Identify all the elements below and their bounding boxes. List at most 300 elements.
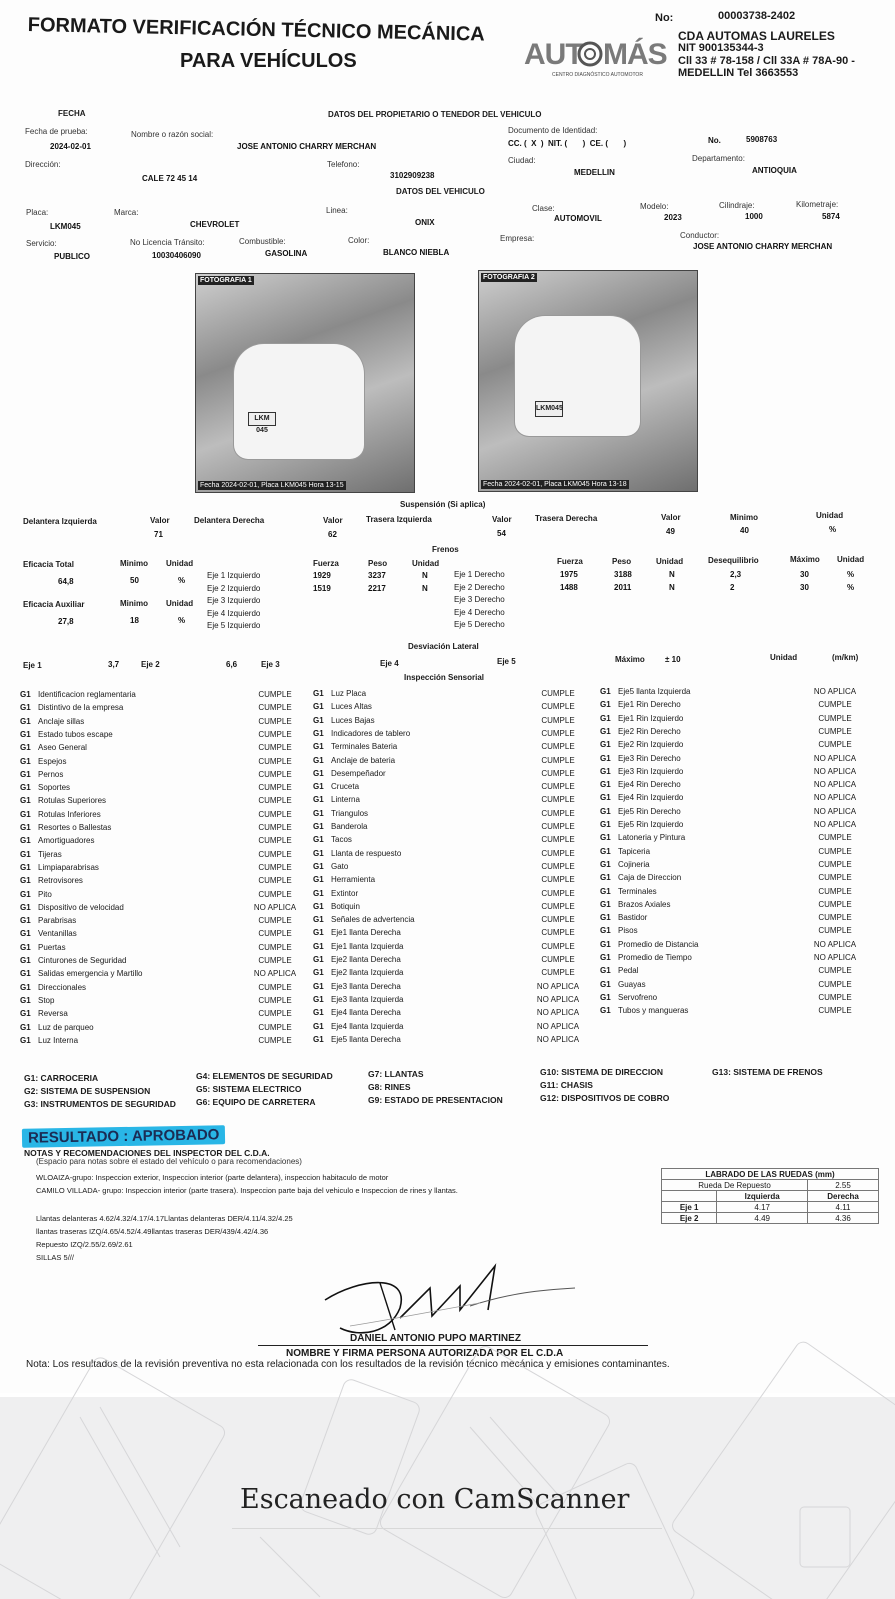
owner-section-heading: DATOS DEL PROPIETARIO O TENEDOR DEL VEHICULO: [328, 110, 542, 119]
company-address: Cll 33 # 78-158 / Cll 33A # 78A-90 -: [678, 55, 855, 67]
vehicle-photo-rear: [478, 270, 698, 492]
unidad-value: %: [829, 525, 837, 534]
group-code: G1: [313, 848, 324, 858]
item-name: Reversa: [38, 1009, 68, 1019]
group-code: G1: [313, 795, 324, 805]
unidad-label: Unidad: [166, 559, 194, 568]
col-right-header: Derecha: [808, 1191, 879, 1202]
combustible-label: Combustible:: [239, 237, 286, 246]
placa-label: Placa:: [26, 208, 49, 217]
axle-peso: 2217: [368, 583, 386, 593]
spare-value: 2.55: [808, 1180, 879, 1191]
item-result: NO APLICA: [813, 939, 857, 949]
group-code: G1: [313, 782, 324, 792]
sensorial-item: [600, 791, 683, 804]
item-name: Terminales: [618, 886, 657, 896]
item-result: CUMPLE: [818, 713, 852, 723]
automas-logo: [524, 36, 667, 82]
item-name: Retrovisores: [38, 876, 83, 886]
axle-name: Eje 1 Izquierdo: [207, 571, 261, 580]
desv-eje1-value: 3,7: [108, 660, 120, 669]
photo-plate: LKM045: [535, 401, 563, 417]
sensorial-item: [313, 727, 410, 740]
sensorial-item: [20, 994, 54, 1007]
item-name: Direccionales: [38, 982, 87, 992]
linea-label: Linea:: [326, 206, 348, 215]
group-code: G1: [313, 728, 324, 738]
sensorial-item: [313, 793, 360, 806]
item-name: Triangulos: [331, 808, 369, 818]
item-name: Luz de parqueo: [38, 1022, 94, 1032]
fecha-prueba-value: 2024-02-01: [50, 142, 91, 151]
svg-text:MÁS: MÁS: [603, 38, 667, 71]
item-name: Eje3 Rin Derecho: [618, 753, 681, 763]
item-result: CUMPLE: [541, 901, 575, 911]
kilometraje-label: Kilometraje:: [796, 200, 839, 209]
note-line: CAMILO VILLADA- grupo: Inspeccion interior (parte trasera). Inspeccion parte baja del vehiculo e Inspeccion de rines y llantas.: [36, 1186, 458, 1195]
item-result: CUMPLE: [818, 700, 852, 710]
sensorial-item: [20, 914, 76, 927]
maximo-label: Máximo: [790, 555, 820, 564]
item-name: Desempeñador: [331, 768, 386, 778]
item-result: CUMPLE: [541, 702, 575, 712]
item-name: Eje4 Rin Derecho: [618, 780, 681, 790]
desv-eje4-label: Eje 4: [380, 659, 399, 668]
item-result: CUMPLE: [258, 729, 292, 739]
del-izq-value: 71: [154, 530, 163, 539]
item-name: Luces Altas: [331, 702, 372, 712]
desv-unidad-value: (m/km): [832, 653, 859, 662]
axle-peso: 3188: [614, 570, 632, 579]
doc-number-label: No:: [655, 12, 674, 24]
item-result: CUMPLE: [258, 823, 292, 832]
empty-cell: [662, 1191, 717, 1202]
legend-item: G10: SISTEMA DE DIRECCION: [540, 1067, 663, 1077]
group-code: G1: [600, 806, 611, 816]
sensorial-item: [313, 966, 404, 979]
item-name: Eje4 llanta Derecha: [331, 1008, 401, 1018]
item-result: CUMPLE: [541, 968, 575, 978]
item-result: CUMPLE: [258, 862, 292, 872]
item-result: CUMPLE: [541, 742, 575, 752]
group-code: G1: [20, 1009, 31, 1019]
item-name: Cinturones de Seguridad: [38, 956, 127, 965]
eficacia-aux-min: 18: [130, 616, 139, 625]
item-name: Banderola: [331, 822, 368, 831]
company-city-phone: MEDELLIN Tel 3663553: [678, 67, 799, 79]
sensorial-item: [20, 861, 99, 874]
group-code: G1: [20, 783, 31, 793]
sensorial-item: [313, 767, 386, 780]
sensorial-item: [600, 885, 657, 898]
item-result: CUMPLE: [541, 782, 575, 792]
group-code: G1: [600, 979, 611, 989]
vehicle-section-heading: DATOS DEL VEHICULO: [396, 187, 485, 196]
telefono-value: 3102909238: [390, 171, 435, 180]
axle-fuerza: 1488: [560, 582, 578, 592]
sensorial-item: [600, 818, 683, 831]
item-name: Gato: [331, 861, 349, 871]
photo-tag: FOTOGRAFIA 2: [483, 274, 535, 281]
item-result: CUMPLE: [258, 1022, 292, 1032]
sensorial-item: [600, 698, 681, 711]
item-result: CUMPLE: [258, 769, 292, 779]
item-result: CUMPLE: [541, 689, 575, 698]
group-code: G1: [20, 796, 31, 806]
photo-caption: Fecha 2024-02-01, Placa LKM045 Hora 13-18: [483, 481, 627, 488]
item-result: CUMPLE: [258, 849, 292, 859]
document-subtitle: PARA VEHÍCULOS: [180, 50, 357, 72]
sensorial-item: [600, 725, 681, 738]
item-name: Limpiaparabrisas: [38, 862, 99, 872]
item-name: Cojineria: [618, 859, 650, 869]
tras-izq-value: 54: [497, 529, 506, 538]
item-result: CUMPLE: [258, 1035, 292, 1045]
legend-item: G11: CHASIS: [540, 1080, 593, 1090]
sensorial-item: [313, 754, 395, 767]
desv-eje2-value: 6,6: [226, 660, 238, 669]
sensorial-item: [313, 780, 359, 793]
minimo-label: Minimo: [120, 559, 148, 568]
group-code: G1: [20, 729, 31, 739]
group-code: G1: [600, 873, 611, 883]
item-result: CUMPLE: [258, 783, 292, 793]
axle-name: Eje 3 Izquierdo: [207, 596, 261, 605]
clase-label: Clase:: [532, 204, 555, 213]
group-code: G1: [600, 926, 611, 936]
tread-right: 4.36: [808, 1213, 879, 1224]
item-result: CUMPLE: [541, 861, 575, 871]
item-name: Puertas: [38, 942, 66, 952]
item-name: Eje3 Rin Izquierdo: [618, 766, 684, 776]
item-result: CUMPLE: [258, 743, 292, 753]
axle-maximo: 30: [800, 582, 809, 592]
sensorial-item: [20, 1021, 94, 1034]
documento-label: Documento de Identidad:: [508, 126, 598, 135]
marca-label: Marca:: [114, 208, 139, 217]
valor-label: Valor: [492, 515, 512, 524]
axle-name: Eje 1 Derecho: [454, 570, 505, 579]
minimo-label: Minimo: [730, 513, 758, 522]
eficacia-aux-label: Eficacia Auxiliar: [23, 600, 85, 609]
item-name: Stop: [38, 995, 55, 1005]
frenos-heading: Frenos: [432, 545, 459, 554]
ciudad-value: MEDELLIN: [574, 168, 615, 177]
sensorial-item: [20, 834, 94, 847]
sensorial-item: [20, 741, 87, 754]
sensorial-item: [600, 805, 681, 818]
unidad-label: Unidad: [837, 555, 865, 564]
sensorial-item: [20, 954, 127, 967]
legend-item: G7: LLANTAS: [368, 1069, 424, 1079]
group-code: G1: [600, 859, 611, 869]
group-code: G1: [600, 966, 611, 976]
item-result: CUMPLE: [541, 835, 575, 845]
item-name: Pito: [38, 889, 52, 899]
group-code: G1: [313, 689, 324, 698]
sensorial-item: [20, 768, 63, 781]
group-code: G1: [600, 913, 611, 923]
item-result: NO APLICA: [813, 687, 857, 696]
tread-right: 4.11: [808, 1202, 879, 1213]
desv-unidad-label: Unidad: [770, 653, 798, 662]
item-name: Botiquin: [331, 901, 360, 911]
group-code: G1: [20, 849, 31, 859]
item-name: Linterna: [331, 795, 360, 805]
minimo-value: 40: [740, 526, 749, 535]
item-result: CUMPLE: [541, 848, 575, 858]
item-result: CUMPLE: [258, 876, 292, 886]
axle-unidad: N: [422, 571, 428, 580]
sensorial-item: [20, 794, 106, 807]
item-name: Salidas emergencia y Martillo: [38, 969, 143, 979]
item-name: Pisos: [618, 926, 638, 936]
sensorial-item: [313, 980, 401, 993]
group-code: G1: [20, 942, 31, 952]
tire-tread-table: [661, 1168, 879, 1224]
eficacia-total-min: 50: [130, 576, 139, 585]
item-result: CUMPLE: [258, 690, 292, 699]
item-name: Pernos: [38, 769, 64, 779]
linea-value: ONIX: [415, 218, 435, 227]
group-code: G1: [313, 822, 324, 831]
logo-subtext: CENTRO DIAGNÓSTICO AUTOMOTOR: [552, 72, 643, 78]
documento-tipo: CC. ( X ) NIT. ( ) CE. ( ): [508, 139, 627, 148]
group-code: G1: [20, 862, 31, 872]
item-name: Extintor: [331, 888, 359, 898]
peso-label: Peso: [612, 557, 632, 566]
axle-name: Eje 3 Derecho: [454, 595, 505, 604]
item-name: Rotulas Inferiores: [38, 809, 101, 819]
item-name: Rotulas Superiores: [38, 796, 107, 806]
item-result: CUMPLE: [258, 756, 292, 766]
departamento-label: Departamento:: [692, 154, 745, 163]
item-name: Estado tubos escape: [38, 729, 113, 739]
group-code: G1: [600, 687, 611, 696]
group-code: G1: [20, 809, 31, 819]
item-name: Eje5 llanta Izquierda: [618, 687, 691, 696]
axle-desequilibrio: 2,3: [730, 570, 742, 579]
sensorial-item: [600, 831, 685, 844]
signature-graphic: [320, 1248, 590, 1338]
sensorial-item: [20, 888, 52, 901]
item-result: CUMPLE: [258, 796, 292, 806]
item-result: CUMPLE: [258, 836, 292, 846]
telefono-label: Telefono:: [327, 160, 360, 169]
legend-item: G2: SISTEMA DE SUSPENSION: [24, 1086, 151, 1096]
group-code: G1: [20, 703, 31, 713]
group-code: G1: [600, 1006, 611, 1016]
group-code: G1: [313, 928, 324, 938]
group-code: G1: [20, 1035, 31, 1045]
sensorial-item: [600, 978, 646, 991]
item-result: CUMPLE: [541, 768, 575, 778]
group-code: G1: [600, 833, 611, 843]
color-value: BLANCO NIEBLA: [383, 248, 450, 257]
sensorial-item: [600, 685, 691, 698]
item-name: Amortiguadores: [38, 836, 95, 846]
item-name: Eje5 llanta Derecha: [331, 1034, 401, 1044]
item-result: CUMPLE: [541, 888, 575, 898]
item-name: Pedal: [618, 966, 639, 976]
axle-name: Eje 4 Derecho: [454, 607, 505, 617]
item-result: CUMPLE: [541, 822, 575, 831]
valor-label: Valor: [323, 516, 343, 525]
item-name: Latoneria y Pintura: [618, 833, 686, 843]
fecha-prueba-label: Fecha de prueba:: [25, 127, 88, 136]
axle-fuerza: 1929: [313, 571, 331, 580]
item-name: Luz Interna: [38, 1035, 79, 1045]
sensorial-item: [600, 712, 683, 725]
sensorial-item: [313, 1033, 401, 1046]
axle-maximo: 30: [800, 570, 809, 579]
sensorial-item: [313, 926, 401, 939]
group-code: G1: [600, 700, 611, 710]
empresa-label: Empresa:: [500, 234, 535, 243]
sensorial-item: [20, 941, 66, 954]
sensorial-item: [313, 820, 367, 833]
minimo-label: Minimo: [120, 599, 148, 608]
valor-label: Valor: [661, 513, 681, 522]
item-name: Guayas: [618, 979, 646, 989]
signature-caption: NOMBRE Y FIRMA PERSONA AUTORIZADA POR EL C.D.A: [286, 1348, 564, 1359]
item-name: Promedio de Distancia: [618, 939, 699, 949]
sensorial-item: [600, 938, 698, 951]
item-name: Cruceta: [331, 782, 360, 792]
conductor-value: JOSE ANTONIO CHARRY MERCHAN: [693, 242, 833, 251]
sensorial-item: [20, 1034, 78, 1047]
item-result: NO APLICA: [813, 806, 857, 816]
group-code: G1: [600, 793, 611, 803]
group-code: G1: [600, 992, 611, 1002]
item-result: CUMPLE: [541, 915, 575, 925]
del-der-label: Delantera Derecha: [194, 516, 265, 525]
group-code: G1: [600, 820, 611, 829]
group-code: G1: [313, 702, 324, 712]
item-result: NO APLICA: [813, 793, 857, 803]
item-name: Distintivo de la empresa: [38, 703, 124, 713]
item-result: CUMPLE: [258, 1009, 292, 1019]
col-left-header: Izquierda: [717, 1191, 808, 1202]
unidad-label: Unidad: [166, 599, 194, 608]
group-code: G1: [20, 876, 31, 886]
sensorial-item: [600, 858, 650, 871]
item-result: CUMPLE: [818, 926, 852, 936]
notes-subheading: (Espacio para notas sobre el estado del vehículo o para recomendaciones): [36, 1157, 302, 1166]
item-result: CUMPLE: [818, 846, 852, 856]
sensorial-item: [600, 964, 638, 977]
sensorial-item: [600, 911, 647, 924]
item-result: NO APLICA: [536, 994, 580, 1004]
item-result: NO APLICA: [536, 1008, 580, 1018]
item-result: NO APLICA: [813, 766, 857, 776]
sensorial-item: [20, 981, 86, 994]
sensorial-item: [313, 700, 372, 713]
desv-eje1-label: Eje 1: [23, 661, 42, 670]
item-name: Luz Placa: [331, 689, 367, 698]
item-result: CUMPLE: [541, 715, 575, 725]
modelo-value: 2023: [664, 213, 682, 222]
group-code: G1: [20, 716, 31, 726]
group-code: G1: [20, 690, 31, 699]
doc-number: 00003738-2402: [718, 10, 796, 22]
desv-eje5-label: Eje 5: [497, 657, 516, 666]
group-code: G1: [600, 886, 611, 896]
item-result: CUMPLE: [258, 929, 292, 939]
item-result: CUMPLE: [541, 955, 575, 964]
cilindraje-value: 1000: [745, 212, 763, 221]
axle-name: Eje 5 Izquierdo: [207, 621, 261, 630]
sensorial-item: [20, 781, 70, 794]
item-result: CUMPLE: [258, 716, 292, 726]
sensorial-item: [313, 807, 368, 820]
item-name: Caja de Direccion: [618, 873, 682, 883]
group-code: G1: [313, 742, 324, 752]
item-name: Bastidor: [618, 913, 648, 923]
group-code: G1: [20, 836, 31, 846]
item-result: NO APLICA: [813, 753, 857, 763]
item-result: CUMPLE: [818, 979, 852, 989]
sensorial-item: [600, 924, 638, 937]
item-name: Tubos y mangueras: [618, 1006, 689, 1016]
spare-label: Rueda De Repuesto: [662, 1180, 808, 1191]
marca-value: CHEVROLET: [190, 220, 240, 229]
desv-maximo-label: Máximo: [615, 655, 645, 664]
group-code: G1: [313, 981, 324, 991]
item-name: Parabrisas: [38, 916, 77, 926]
desv-eje3-label: Eje 3: [261, 660, 280, 669]
axle-name: Eje 5 Derecho: [454, 620, 505, 629]
sensorial-item: [600, 1004, 688, 1017]
item-result: CUMPLE: [541, 808, 575, 818]
item-name: Indicadores de tablero: [331, 728, 411, 738]
item-result: CUMPLE: [818, 992, 852, 1002]
company-name: CDA AUTOMAS LAURELES: [678, 29, 835, 43]
item-result: NO APLICA: [813, 820, 857, 829]
eficacia-total-value: 64,8: [58, 577, 74, 586]
group-code: G1: [313, 808, 324, 818]
del-izq-label: Delantera Izquierda: [23, 517, 97, 526]
ciudad-label: Ciudad:: [508, 156, 536, 165]
notes-heading: NOTAS Y RECOMENDACIONES DEL INSPECTOR DEL C.D.A.: [24, 1148, 270, 1158]
item-result: NO APLICA: [253, 902, 297, 912]
tras-der-label: Trasera Derecha: [535, 514, 598, 523]
item-result: CUMPLE: [818, 966, 852, 976]
departamento-value: ANTIOQUIA: [752, 166, 797, 175]
group-code: G1: [600, 726, 611, 736]
group-code: G1: [313, 994, 324, 1004]
item-name: Eje3 llanta Derecha: [331, 981, 401, 991]
direccion-value: CALE 72 45 14: [142, 174, 198, 183]
item-result: CUMPLE: [258, 995, 292, 1005]
group-code: G1: [20, 823, 31, 832]
item-name: Servofreno: [618, 992, 658, 1002]
item-result: CUMPLE: [258, 809, 292, 819]
sensorial-item: [313, 953, 401, 966]
group-code: G1: [313, 1008, 324, 1018]
licencia-label: No Licencia Tránsito:: [130, 238, 205, 247]
item-result: CUMPLE: [541, 941, 575, 951]
item-result: CUMPLE: [818, 913, 852, 923]
group-code: G1: [600, 713, 611, 723]
item-result: CUMPLE: [541, 755, 575, 765]
group-code: G1: [313, 1021, 324, 1031]
item-name: Eje2 Rin Izquierdo: [618, 740, 684, 750]
item-name: Llanta de respuesto: [331, 848, 402, 858]
sensorial-item: [313, 714, 375, 727]
camscanner-watermark: Escaneado con CamScanner: [240, 1484, 630, 1515]
sensorial-item: [600, 898, 670, 911]
